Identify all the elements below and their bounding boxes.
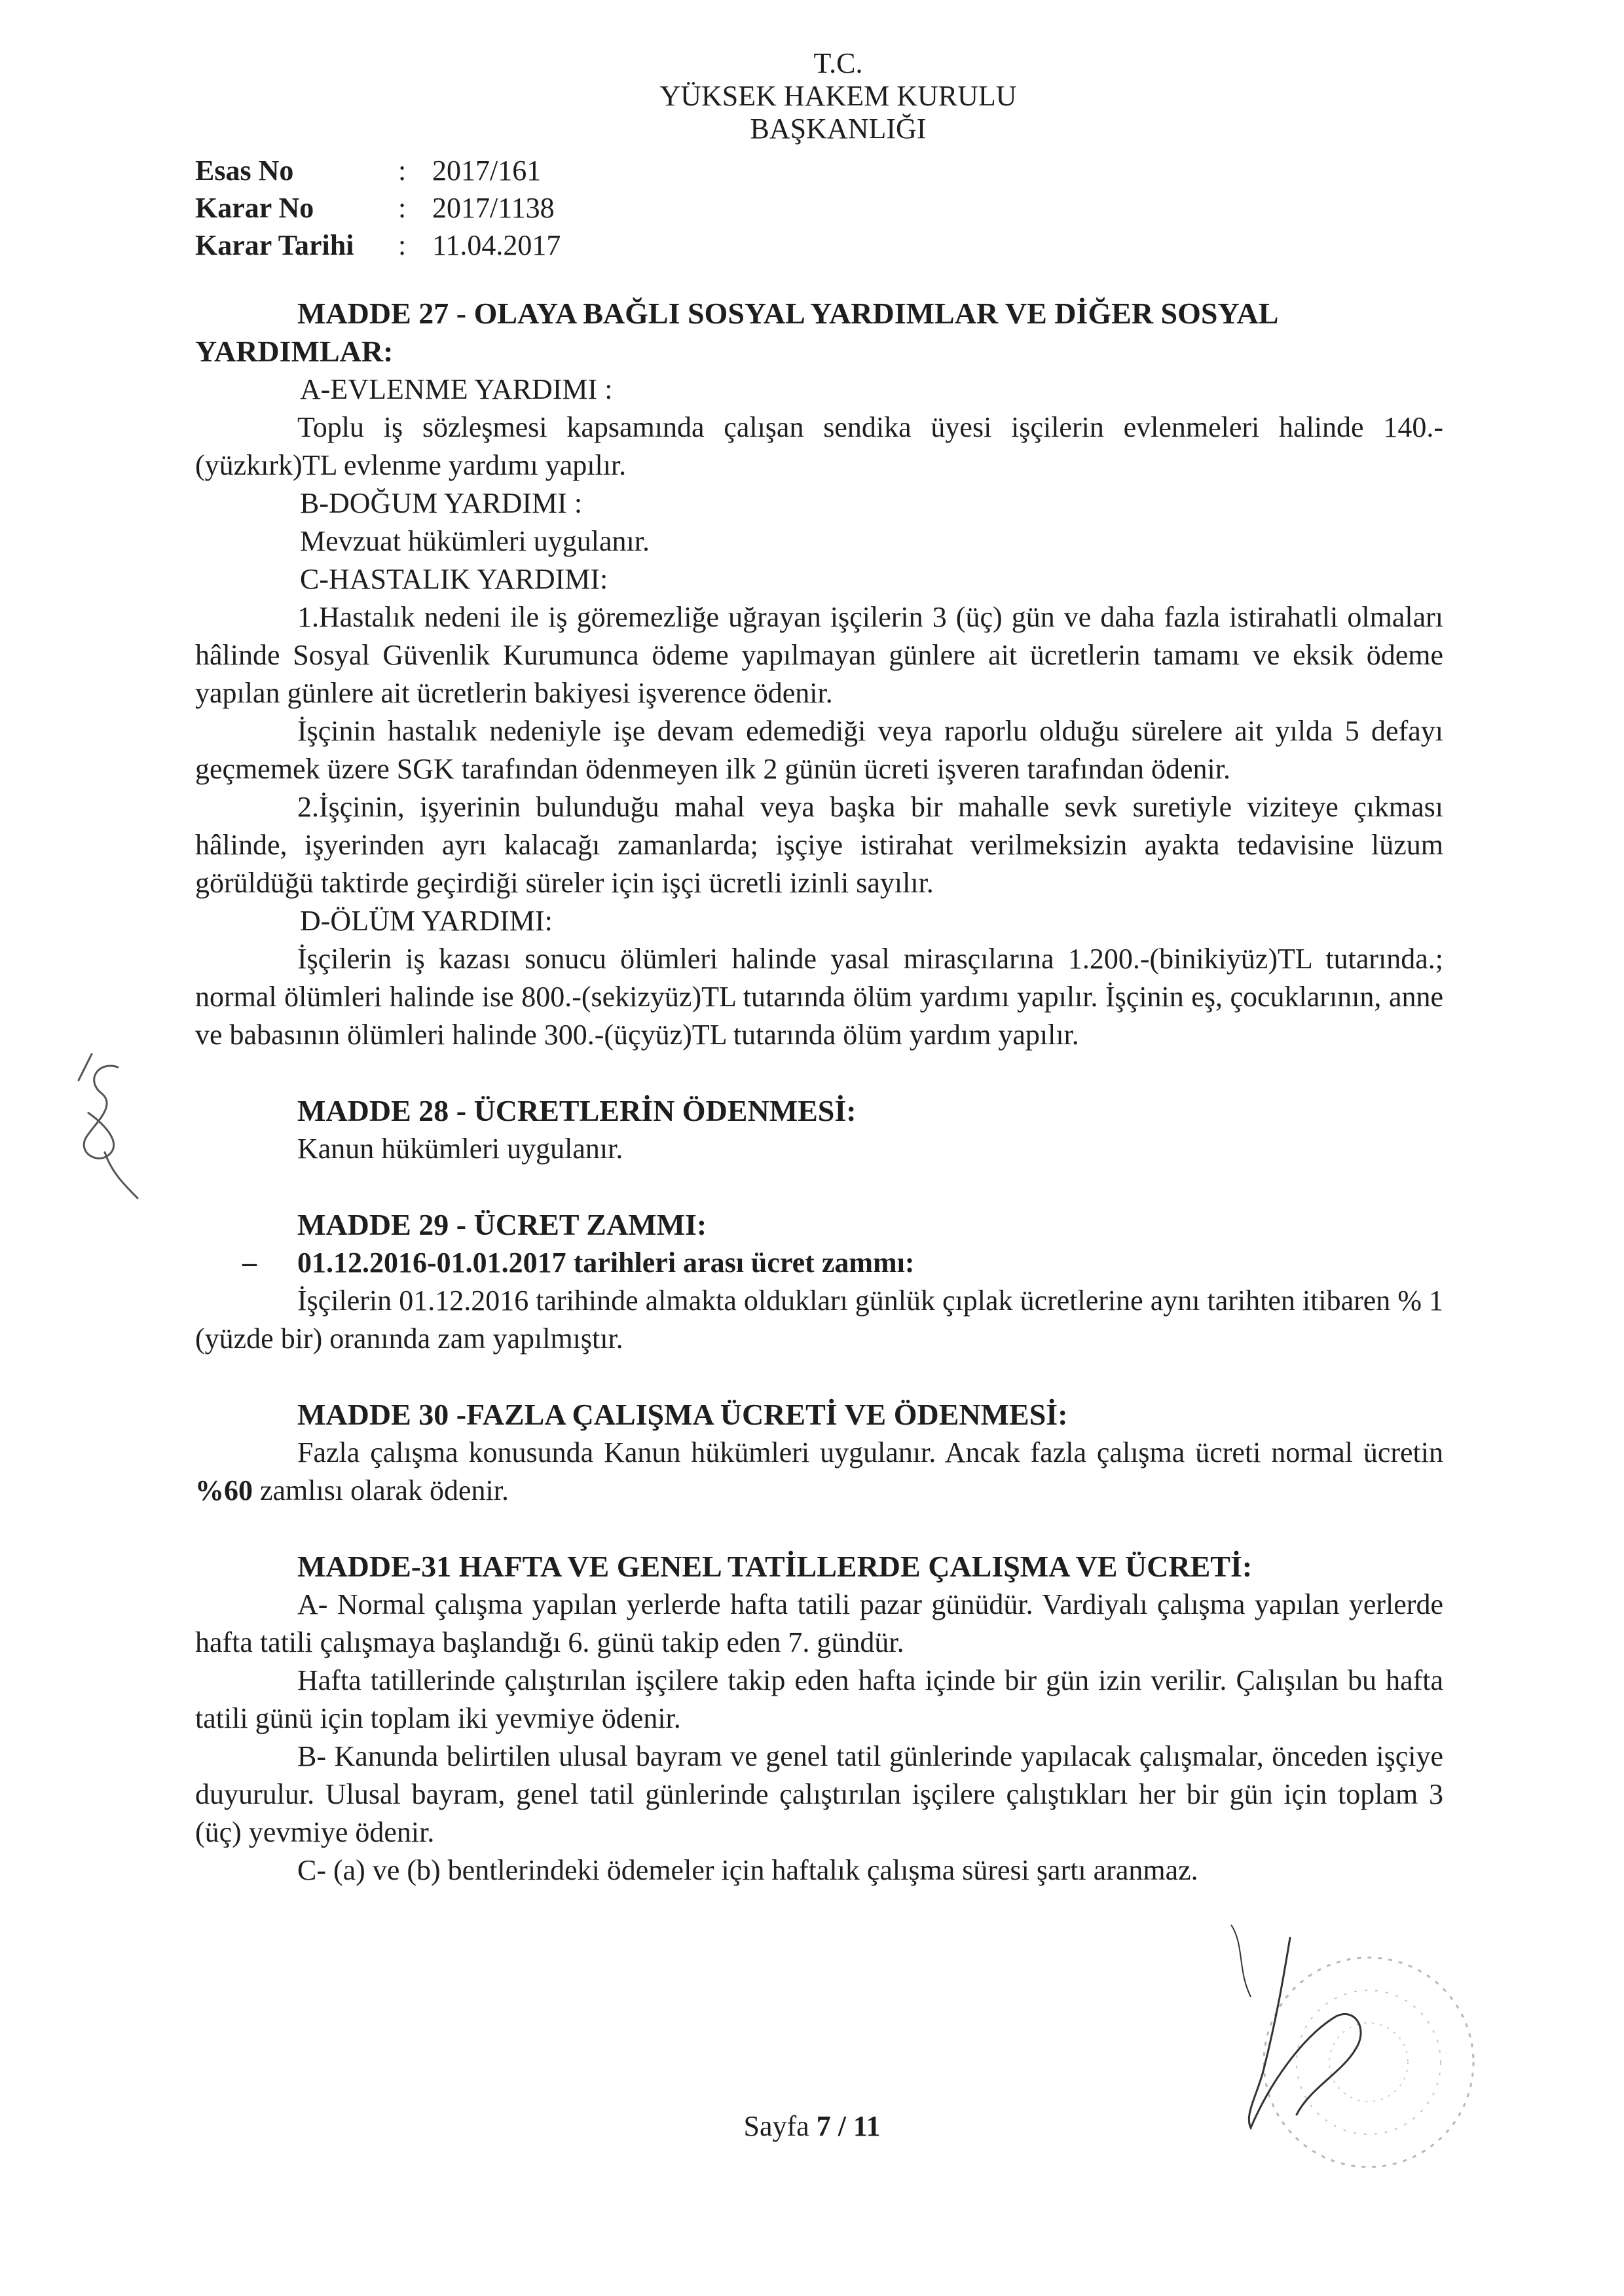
article-29-title: MADDE 29 - ÜCRET ZAMMI: xyxy=(297,1208,707,1241)
meta-label: Karar Tarihi xyxy=(195,229,354,261)
article-27-d-text: İşçilerin iş kazası sonucu ölümleri halinde yasal mirasçılarına 1.200.-(binikiyüz)TL tutarında.; normal ölümleri halinde ise 800.-(sekizyüz)TL tutarında ölüm yardımı yapılır. İşçinin eş, çocuklarının, anne ve babasının ölümleri halinde 300.-(üçyüz)TL tutarında ölüm yardım yapılır. xyxy=(195,943,1443,1051)
institution-header xyxy=(537,47,1139,145)
meta-label: Esas No xyxy=(195,155,294,187)
article-30-text-part: Fazla çalışma konusunda Kanun hükümleri uygulanır. Ancak fazla çalışma ücreti normal ücretin xyxy=(297,1436,1443,1468)
article-28-text: Kanun hükümleri uygulanır. xyxy=(297,1133,623,1165)
header-line-institution: YÜKSEK HAKEM KURULU xyxy=(659,80,1017,112)
page-label: Sayfa xyxy=(743,2110,817,2142)
article-27-c-paragraph-2: İşçinin hastalık nedeniyle işe devam edemediği veya raporlu olduğu sürelere ait yılda 5 defayı geçmemek üzere SGK tarafından ödenmeyen ilk 2 günün ücreti işveren tarafından ödenir. xyxy=(195,715,1443,785)
article-29-subtitle: 01.12.2016-01.01.2017 tarihleri arası ücret zammı: xyxy=(297,1247,915,1279)
header-line-presidency: BAŞKANLIĞI xyxy=(750,113,927,145)
article-27-b-text: Mevzuat hükümleri uygulanır. xyxy=(300,525,650,557)
article-27-c-paragraph-3: 2.İşçinin, işyerinin bulunduğu mahal veya başka bir mahalle sevk suretiyle viziteye çıkması hâlinde, işyerinden ayrı kalacağı zamanlarda; işçiye istirahat verilmeksizin ayakta tedavisine lüzum görüldüğü taktirde geçirdiği süreler için işçi ücretli izinli sayılır. xyxy=(195,791,1443,899)
article-27-a-title: A-EVLENME YARDIMI : xyxy=(300,373,613,405)
article-30-title: MADDE 30 -FAZLA ÇALIŞMA ÜCRETİ VE ÖDENMESİ: xyxy=(297,1398,1068,1431)
meta-row-tarih xyxy=(195,227,561,264)
page-footer xyxy=(0,2109,1624,2143)
article-31-paragraph-b: B- Kanunda belirtilen ulusal bayram ve genel tatil günlerinde yapılacak çalışmalar, önceden işçiye duyurulur. Ulusal bayram, genel tatil günlerinde çalıştırılan işçilere çalıştıkları her bir gün için toplam 3 (üç) yevmiye ödenir. xyxy=(195,1740,1443,1848)
article-27-d-title: D-ÖLÜM YARDIMI: xyxy=(300,905,553,937)
article-30-text-part: zamlısı olarak ödenir. xyxy=(253,1474,509,1506)
meta-row-esas xyxy=(195,152,561,189)
meta-sep: : xyxy=(398,192,407,224)
meta-sep: : xyxy=(398,155,407,187)
case-meta xyxy=(195,152,561,264)
signature-stamp xyxy=(1205,1918,1532,2193)
meta-value: 11.04.2017 xyxy=(432,229,561,261)
header-line-tc: T.C. xyxy=(813,47,863,79)
article-31-paragraph-c: C- (a) ve (b) bentlerindeki ödemeler için haftalık çalışma süresi şartı aranmaz. xyxy=(297,1854,1198,1886)
article-27-title: MADDE 27 - OLAYA BAĞLI SOSYAL YARDIMLAR VE DİĞER SOSYAL YARDIMLAR: xyxy=(195,297,1277,368)
overtime-rate: %60 xyxy=(195,1474,253,1506)
article-30-text xyxy=(195,1434,1443,1510)
dash-bullet: – xyxy=(242,1247,257,1279)
meta-label: Karar No xyxy=(195,192,314,224)
meta-value: 2017/161 xyxy=(432,155,542,187)
article-29-subitem xyxy=(195,1244,1443,1282)
article-31-title: MADDE-31 HAFTA VE GENEL TATİLLERDE ÇALIŞMA VE ÜCRETİ: xyxy=(297,1550,1253,1583)
article-29-text: İşçilerin 01.12.2016 tarihinde almakta oldukları günlük çıplak ücretlerine aynı tarihten itibaren % 1 (yüzde bir) oranında zam yapılmıştır. xyxy=(195,1285,1443,1355)
article-27-a-text: Toplu iş sözleşmesi kapsamında çalışan sendika üyesi işçilerin evlenmeleri halinde 140.-(yüzkırk)TL evlenme yardımı yapılır. xyxy=(195,411,1443,481)
article-27-b-title: B-DOĞUM YARDIMI : xyxy=(300,487,583,519)
article-27-c-title: C-HASTALIK YARDIMI: xyxy=(300,563,608,595)
page-number: 7 / 11 xyxy=(816,2110,881,2142)
document-body xyxy=(195,295,1443,1889)
meta-value: 2017/1138 xyxy=(432,192,555,224)
meta-sep: : xyxy=(398,229,407,261)
article-31-paragraph-a: A- Normal çalışma yapılan yerlerde hafta tatili pazar günüdür. Vardiyalı çalışma yapılan yerlerde hafta tatili çalışmaya başlandığı 6. günü takip eden 7. gündür. xyxy=(195,1588,1443,1658)
article-31-paragraph-a2: Hafta tatillerinde çalıştırılan işçilere takip eden hafta içinde bir gün izin verilir. Çalışılan bu hafta tatili günü için toplam iki yevmiye ödenir. xyxy=(195,1664,1443,1734)
meta-row-karar xyxy=(195,189,561,227)
handwritten-initial xyxy=(39,1041,151,1211)
article-27-c-paragraph-1: 1.Hastalık nedeni ile iş göremezliğe uğrayan işçilerin 3 (üç) gün ve daha fazla istirahatli olmaları hâlinde Sosyal Güvenlik Kurumunca ödeme yapılmayan günlere ait ücretlerin tamamı ve eksik ödeme yapılan günlere ait ücretlerin bakiyesi işverence ödenir. xyxy=(195,601,1443,709)
article-28-title: MADDE 28 - ÜCRETLERİN ÖDENMESİ: xyxy=(297,1094,857,1127)
